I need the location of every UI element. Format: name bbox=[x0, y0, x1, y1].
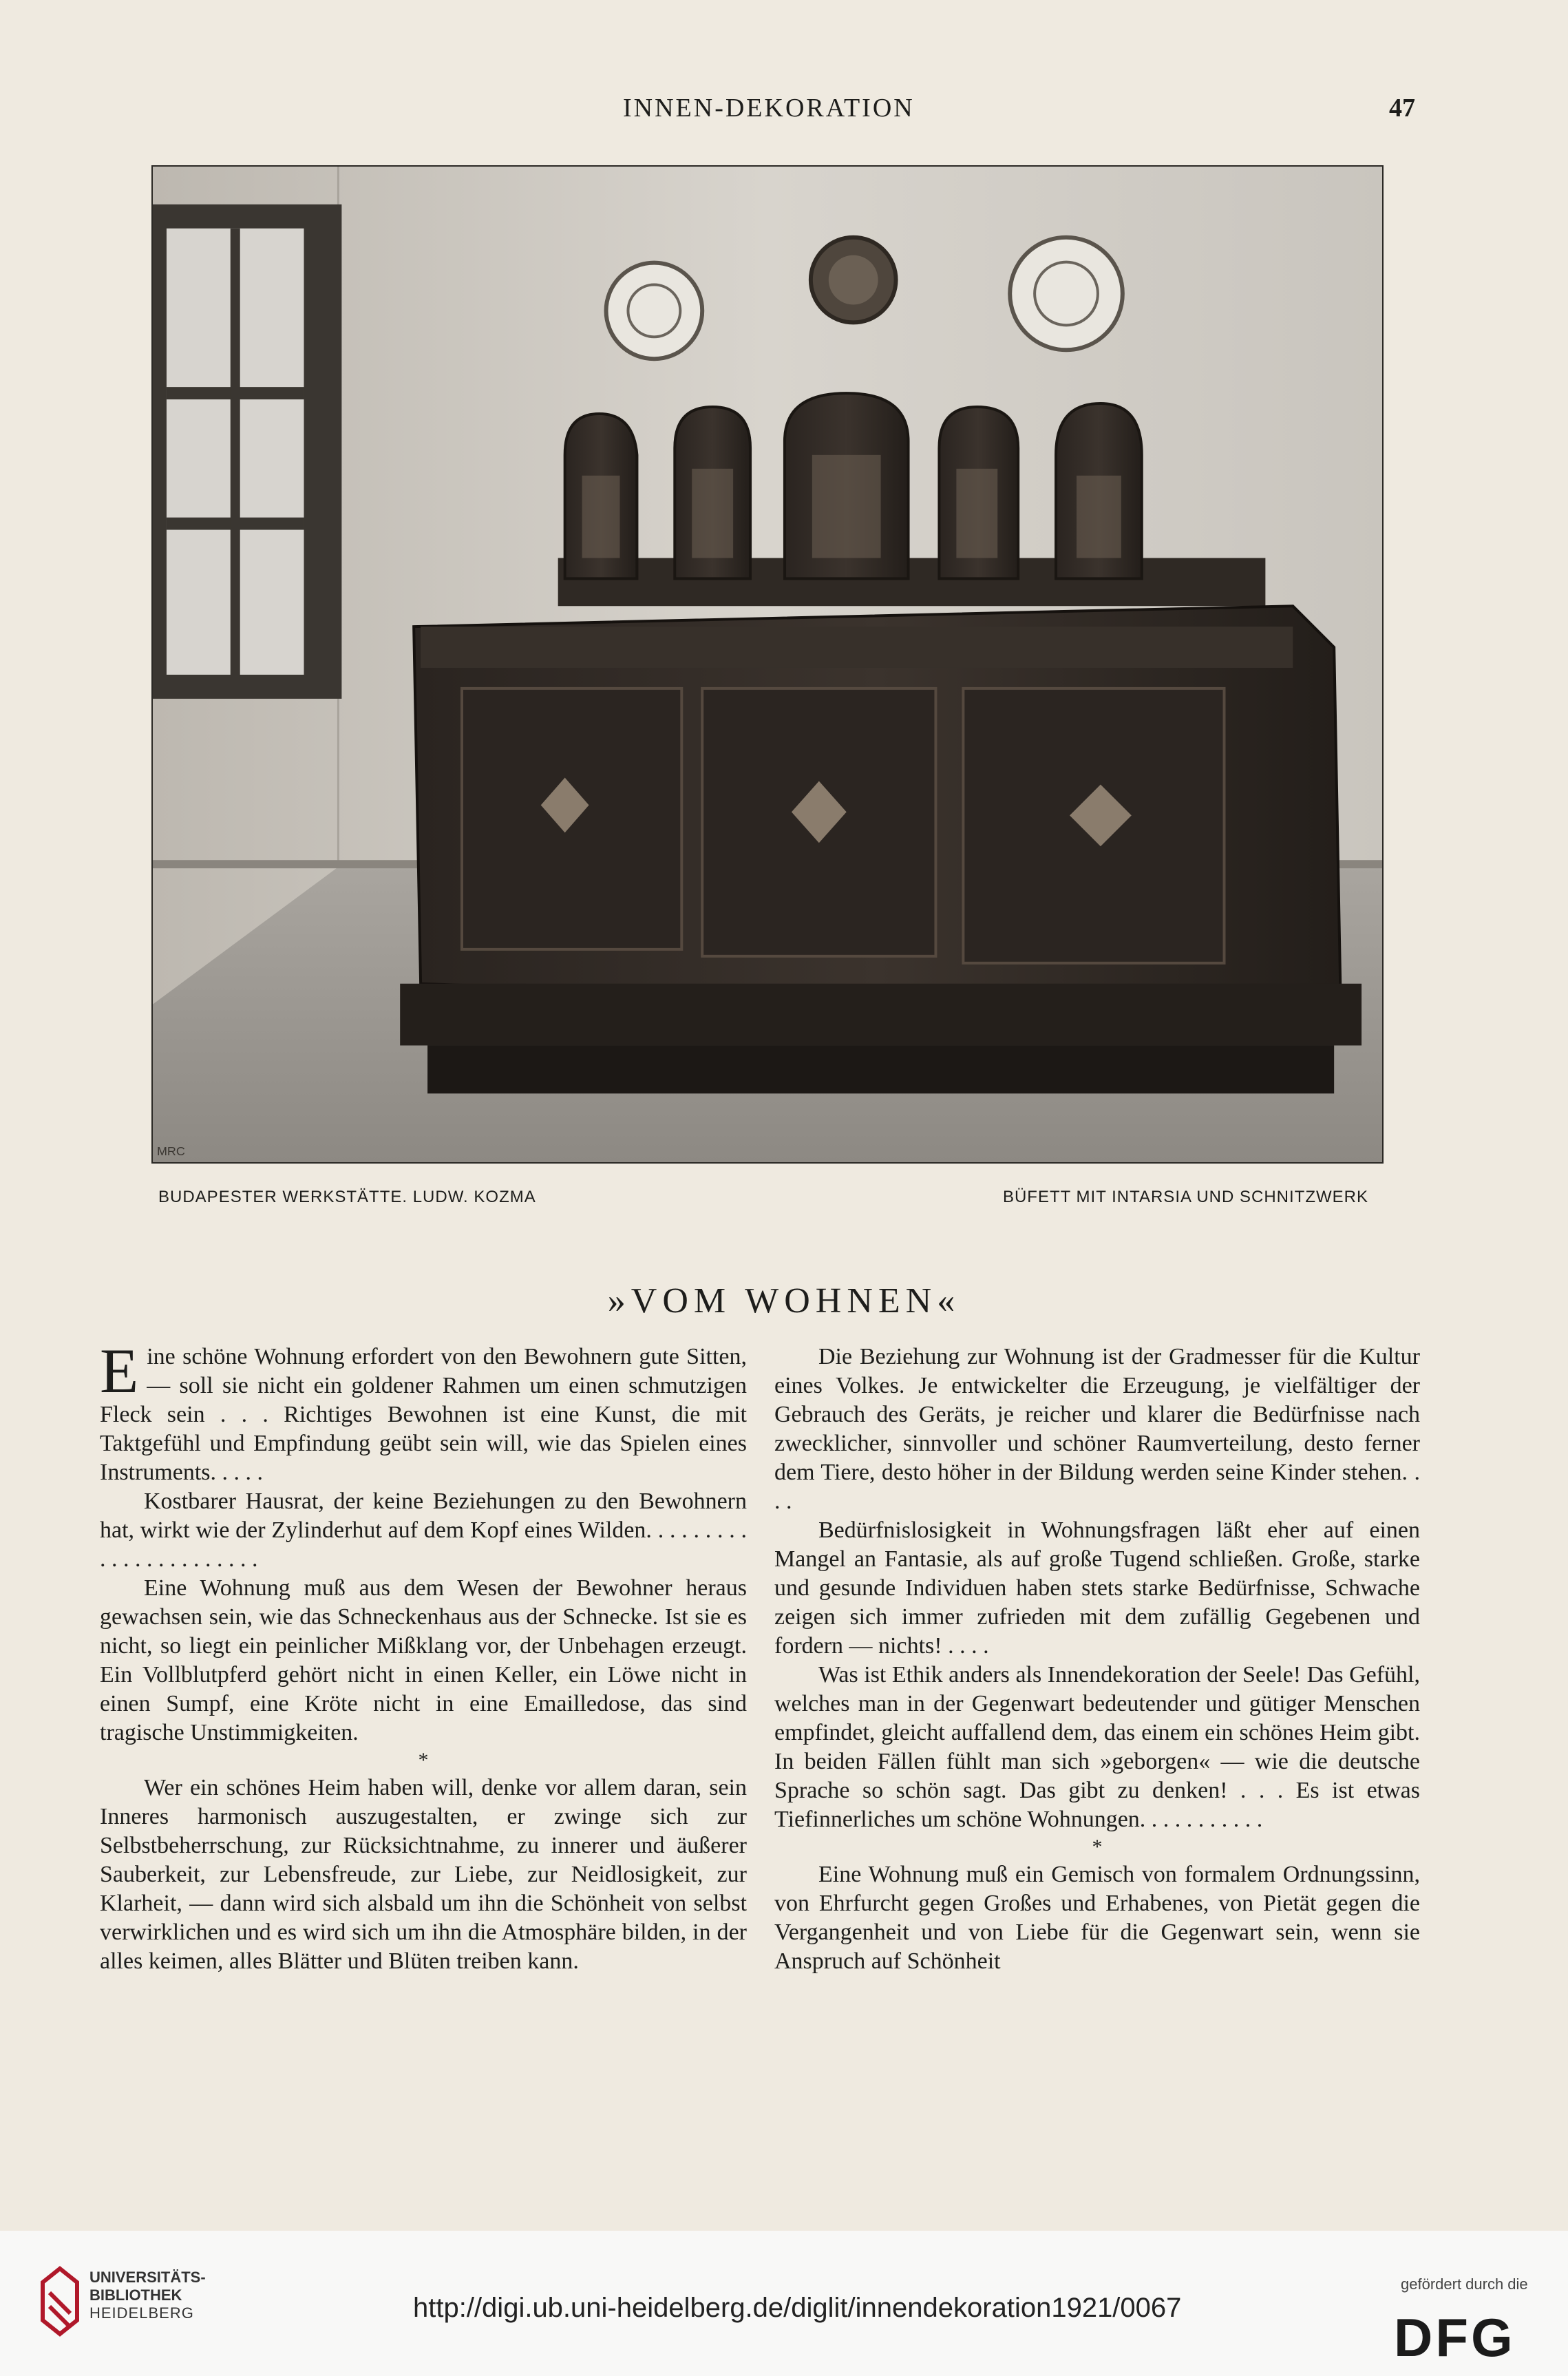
page-number: 47 bbox=[1389, 94, 1415, 123]
viewer-footer bbox=[0, 2231, 1568, 2376]
paragraph: Wer ein schönes Heim haben will, denke vor allem daran, sein Inneres harmonisch auszugestalten, er zwinge sich zur Selbstbeherrschung, zur Rücksichtnahme, zu innerer und äußerer Sauberkeit, zur Lebensfreude, zur Liebe, zur Neidlosigkeit, zur Klarheit, — dann wird sich alsbald um ihn die Schönheit von selbst verwirklichen und es wird sich um ihn die Atmosphäre bilden, in der alles keimen, alles Blätter und Blüten treiben kann. bbox=[100, 1775, 747, 1974]
section-divider-star: * bbox=[1092, 1836, 1103, 1858]
article-column-left bbox=[100, 1336, 747, 1976]
paragraph: Eine Wohnung muß aus dem Wesen der Bewohner heraus gewachsen sein, wie das Schneckenhaus aus der Schnecke. Ist sie es nicht, so liegt ein peinlicher Mißklang vor, der Unbehagen erzeugt. Ein Vollblutpferd gehört nicht in einen Keller, ein Löwe nicht in einen Sumpf, eine Kröte nicht in eine Emailledose, das sind tragische Unstimmigkeiten. bbox=[100, 1575, 747, 1745]
running-title: INNEN-DEKORATION bbox=[623, 94, 915, 123]
paragraph: Was ist Ethik anders als Innendekoration der Seele! Das Gefühl, welches man in der Gegenwart bedeutender und gütiger Menschen empfindet, gleicht auffallend dem, das einem ein schönes Heim gibt. In beiden Fällen fühlt man sich »geborgen« — wie die deutsche Sprache so schön sagt. Das gibt zu denken! . . . Es ist etwas Tiefinnerliches um schöne Wohnungen. . . . . . . . . . . bbox=[774, 1662, 1420, 1832]
library-name-line: HEIDELBERG bbox=[89, 2304, 194, 2322]
paragraph: Bedürfnislosigkeit in Wohnungsfragen läßt eher auf einen Mangel an Fantasie, als auf große Tugend schließen. Große, starke und gesunde Individuen haben stets starke Bedürfnisse, Schwache zeigen sich immer zufrieden mit dem zufällig Gegebenen und fordern — nichts! . . . . bbox=[774, 1517, 1420, 1659]
article-title: »VOM WOHNEN« bbox=[607, 1281, 961, 1321]
sideboard-illustration bbox=[153, 167, 1382, 1162]
photo-caption-left: BUDAPESTER WERKSTÄTTE. LUDW. KOZMA bbox=[158, 1188, 536, 1206]
article-column-right bbox=[774, 1343, 1420, 1976]
sideboard-photograph bbox=[151, 165, 1384, 1164]
paragraph bbox=[100, 1336, 747, 1487]
university-library-name[interactable] bbox=[89, 2269, 206, 2322]
library-name-line: BIBLIOTHEK bbox=[89, 2286, 182, 2304]
photo-signature: MRC bbox=[156, 1144, 185, 1159]
paragraph-text: ine schöne Wohnung erfordert von den Bewohnern gute Sitten, — soll sie nicht ein goldener Rahmen um einen schmutzigen Fleck sein . . . Richtiges Bewohnen ist eine Kunst, die mit Taktgefühl und Empfindung geübt sein will, wie das Spielen eines Instruments. . . . . bbox=[100, 1344, 747, 1485]
permalink-url[interactable]: http://digi.ub.uni-heidelberg.de/diglit/innendekoration1921/0067 bbox=[413, 2293, 1182, 2323]
paragraph: Kostbarer Hausrat, der keine Beziehungen zu den Bewohnern hat, wirkt wie der Zylinderhut auf dem Kopf eines Wilden. . . . . . . . . . . . . . . . . . . . . . . bbox=[100, 1489, 747, 1572]
funding-note: gefördert durch die bbox=[1401, 2275, 1528, 2293]
drop-cap: E bbox=[100, 1336, 139, 1406]
running-head bbox=[0, 93, 1568, 134]
section-divider-star: * bbox=[418, 1749, 429, 1772]
library-name-line: UNIVERSITÄTS- bbox=[89, 2269, 206, 2286]
paragraph: Die Beziehung zur Wohnung ist der Gradmesser für die Kultur eines Volkes. Je entwickelter die Erzeugung, je vielfältiger der Gebrauch des Geräts, je reicher und klarer die Bedürfnisse nach zwecklicher, sinnvoller und schöner Raumverteilung, desto ferner dem Tiere, desto höher in der Bildung werden seine Kinder stehen. . . . bbox=[774, 1344, 1420, 1514]
dfg-logo[interactable]: DFG bbox=[1394, 2307, 1516, 2368]
photo-caption-right: BÜFETT MIT INTARSIA UND SCHNITZWERK bbox=[1002, 1188, 1368, 1206]
university-library-logo-icon[interactable] bbox=[36, 2265, 84, 2341]
paragraph: Eine Wohnung muß ein Gemisch von formalem Ordnungssinn, von Ehrfurcht gegen Großes und Erhabenes, von Pietät gegen die Vergangenheit und von Liebe für die Gegenwart sein, wenn sie Anspruch auf Schönheit bbox=[774, 1862, 1420, 1974]
